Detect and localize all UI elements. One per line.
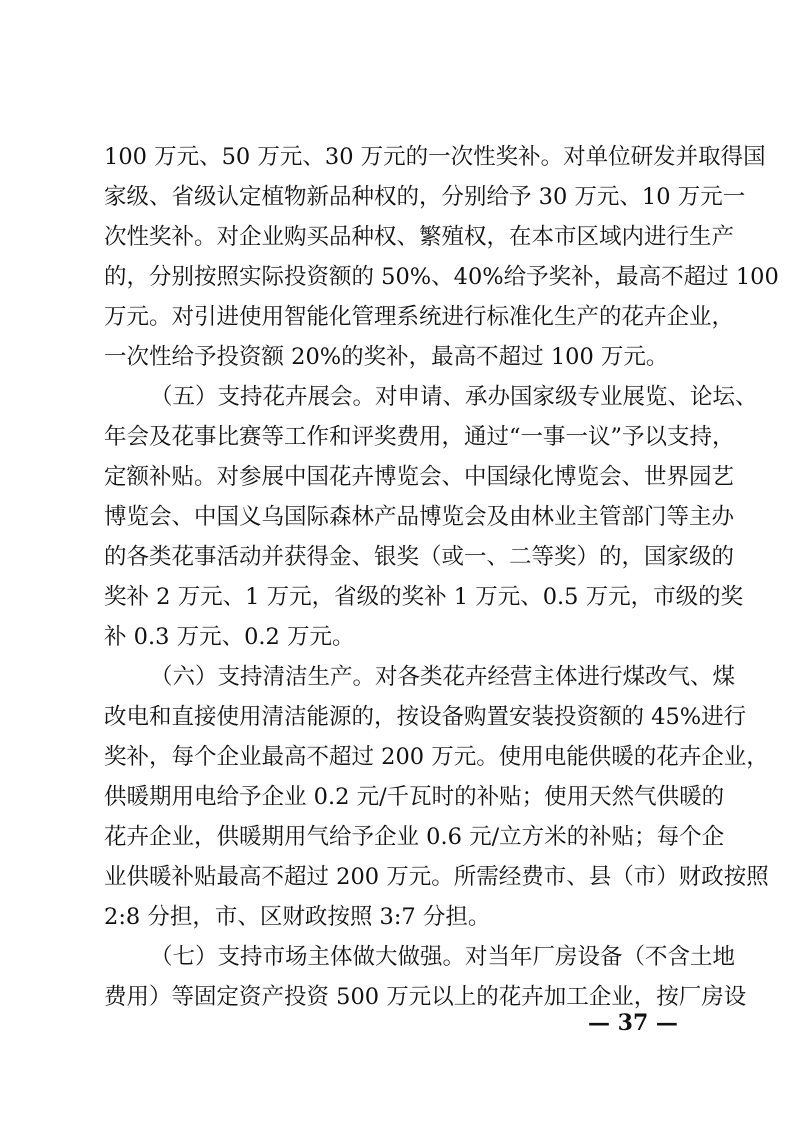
section-five-heading-line: （五）支持花卉展会。对申请、承办国家级专业展览、论坛、: [150, 384, 758, 410]
text-line-13: 补 0.3 万元、0.2 万元。: [104, 624, 355, 650]
section-six-heading-line: （六）支持清洁生产。对各类花卉经营主体进行煤改气、煤: [150, 664, 736, 690]
text-line-20: 2:8 分担，市、区财政按照 3:7 分担。: [104, 904, 491, 930]
text-line-17: 供暖期用电给予企业 0.2 元/千瓦时的补贴；使用天然气供暖的: [104, 784, 725, 810]
text-line-11: 的各类花事活动并获得金、银奖（或一、二等奖）的，国家级的: [104, 544, 735, 570]
section-seven-heading-line: （七）支持市场主体做大做强。对当年厂房设备（不含土地: [150, 944, 736, 970]
text-line-18: 花卉企业，供暖期用气给予企业 0.6 元/立方米的补贴；每个企: [104, 824, 725, 850]
text-line-1: 100 万元、50 万元、30 万元的一次性奖补。对单位研发并取得国: [104, 144, 766, 170]
text-line-4: 的，分别按照实际投资额的 50%、40%给予奖补，最高不超过 100: [104, 264, 779, 290]
text-line-16: 奖补，每个企业最高不超过 200 万元。使用电能供暖的花卉企业，: [104, 744, 769, 770]
page-number: — 37 —: [588, 1010, 678, 1036]
text-line-10: 博览会、中国义乌国际森林产品博览会及由林业主管部门等主办: [104, 504, 735, 530]
text-line-22: 费用）等固定资产投资 500 万元以上的花卉加工企业，按厂房设: [104, 984, 747, 1010]
text-line-8: 年会及花事比赛等工作和评奖费用，通过“一事一议”予以支持，: [104, 424, 735, 450]
text-line-15: 改电和直接使用清洁能源的，按设备购置安装投资额的 45%进行: [104, 704, 747, 730]
text-line-9: 定额补贴。对参展中国花卉博览会、中国绿化博览会、世界园艺: [104, 464, 735, 490]
text-line-5: 万元。对引进使用智能化管理系统进行标准化生产的花卉企业，: [104, 304, 735, 330]
text-line-2: 家级、省级认定植物新品种权的，分别给予 30 万元、10 万元一: [104, 184, 746, 210]
text-line-19: 业供暖补贴最高不超过 200 万元。所需经费市、县（市）财政按照: [104, 864, 769, 890]
text-line-6: 一次性给予投资额 20%的奖补，最高不超过 100 万元。: [104, 344, 669, 370]
text-line-12: 奖补 2 万元、1 万元，省级的奖补 1 万元、0.5 万元，市级的奖: [104, 584, 744, 610]
text-line-3: 次性奖补。对企业购买品种权、繁殖权，在本市区域内进行生产: [104, 224, 735, 250]
